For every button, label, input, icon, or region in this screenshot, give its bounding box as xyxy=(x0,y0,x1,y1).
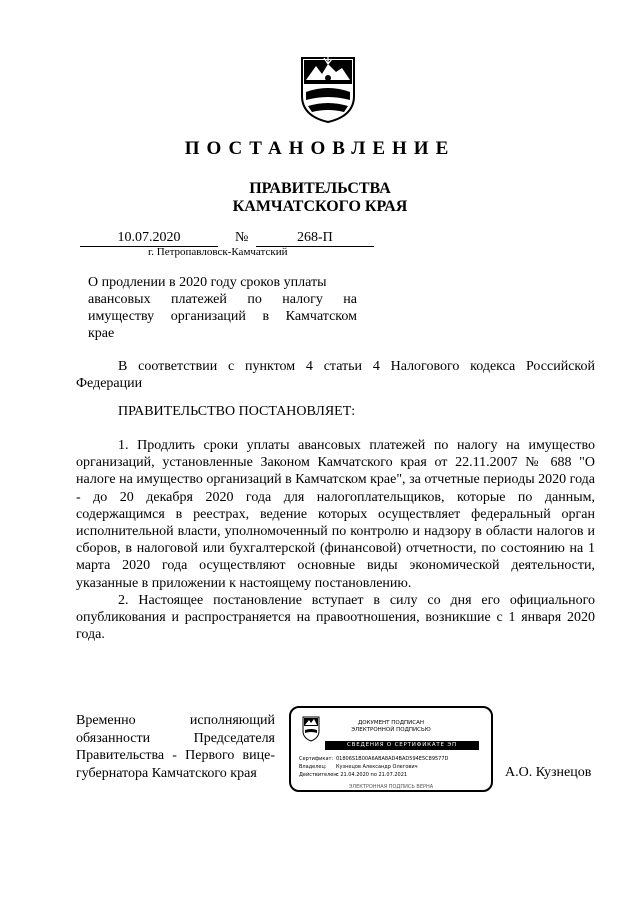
issue-city: г. Петропавловск-Камчатский xyxy=(148,246,288,258)
document-date: 10.07.2020 xyxy=(80,229,218,247)
preamble-paragraph xyxy=(76,358,595,392)
issuer-line-1: ПРАВИТЕЛЬСТВА xyxy=(249,180,391,197)
document-number: 268-П xyxy=(256,229,374,247)
document-subject xyxy=(88,274,357,342)
certificate-value: 01806S1B00A6ABA8AD4BAD594E5C89577D xyxy=(336,756,449,762)
subject-line: крае xyxy=(88,326,115,341)
stamp-header-line-2: ЭЛЕКТРОННОЙ ПОДПИСЬЮ xyxy=(351,727,431,733)
stamp-validity-row xyxy=(299,772,407,778)
preamble-text: В соответствии с пунктом 4 статьи 4 Налогового кодекса Российской Федерации xyxy=(76,359,595,392)
subject-line: имуществу организаций в Камчатском xyxy=(88,309,357,324)
signatory-name: А.О. Кузнецов xyxy=(505,765,592,780)
coat-of-arms-emblem xyxy=(298,56,358,124)
issuer-line-2: КАМЧАТСКОГО КРАЯ xyxy=(232,198,408,215)
stamp-header xyxy=(291,720,491,734)
stamp-certificate-bar: СВЕДЕНИЯ О СЕРТИФИКАТЕ ЭП xyxy=(325,741,479,750)
stamp-owner-row xyxy=(299,764,418,770)
electronic-signature-stamp xyxy=(289,706,493,792)
validity-label: Действителен: xyxy=(299,772,339,778)
resolution-item-1: 1. Продлить сроки уплаты авансовых платежей по налогу на имущество организаций, установленные Законом Камчатского края от 22.11.2007 № 688 "О налоге на имущество организаций в Камчатском крае", за отчетные периоды 2020 года - до 20 декабря 2020 года для налогоплательщиков, которые по данным, содержащимся в реестрах, ведение которых осуществляет федеральный орган исполнительной власти, уполномоченный по контролю и надзору в области налогов и сборов, в налоговой или бухгалтерской (финансовой) отчетности, по состоянию на 1 марта 2020 года осуществляют основные виды экономической деятельности, указанные в приложении к настоящему постановлению. xyxy=(76,438,595,591)
resolves-text: ПРАВИТЕЛЬСТВО ПОСТАНОВЛЯЕТ: xyxy=(118,404,356,419)
validity-value: с 21.04.2020 по 21.07.2021 xyxy=(336,772,408,778)
owner-value: Кузнецов Александр Олегович xyxy=(336,764,418,770)
signatory-position: Временно исполняющий обязанности Председателя Правительства - Первого вице-губернатора Камчатского края xyxy=(76,713,275,781)
resolution-item-2: 2. Настоящее постановление вступает в силу со дня его официального опубликования и распространяется на правоотношения, возникшие с 1 января 2020 года. xyxy=(76,592,595,643)
stamp-footer: ЭЛЕКТРОННАЯ ПОДПИСЬ ВЕРНА xyxy=(348,784,434,790)
number-sign: № xyxy=(235,230,249,245)
resolves-line xyxy=(76,403,595,420)
certificate-label: Сертификат: xyxy=(299,756,334,762)
document-type-title: ПОСТАНОВЛЕНИЕ xyxy=(184,138,456,159)
subject-line: авансовых платежей по налогу на xyxy=(88,292,357,307)
stamp-header-line-1: ДОКУМЕНТ ПОДПИСАН xyxy=(357,720,425,726)
subject-line: О продлении в 2020 году сроков уплаты xyxy=(88,275,327,290)
owner-label: Владелец: xyxy=(299,764,327,770)
resolution-items xyxy=(76,437,595,643)
document-date-row xyxy=(80,229,374,247)
stamp-certificate-row xyxy=(299,756,448,762)
